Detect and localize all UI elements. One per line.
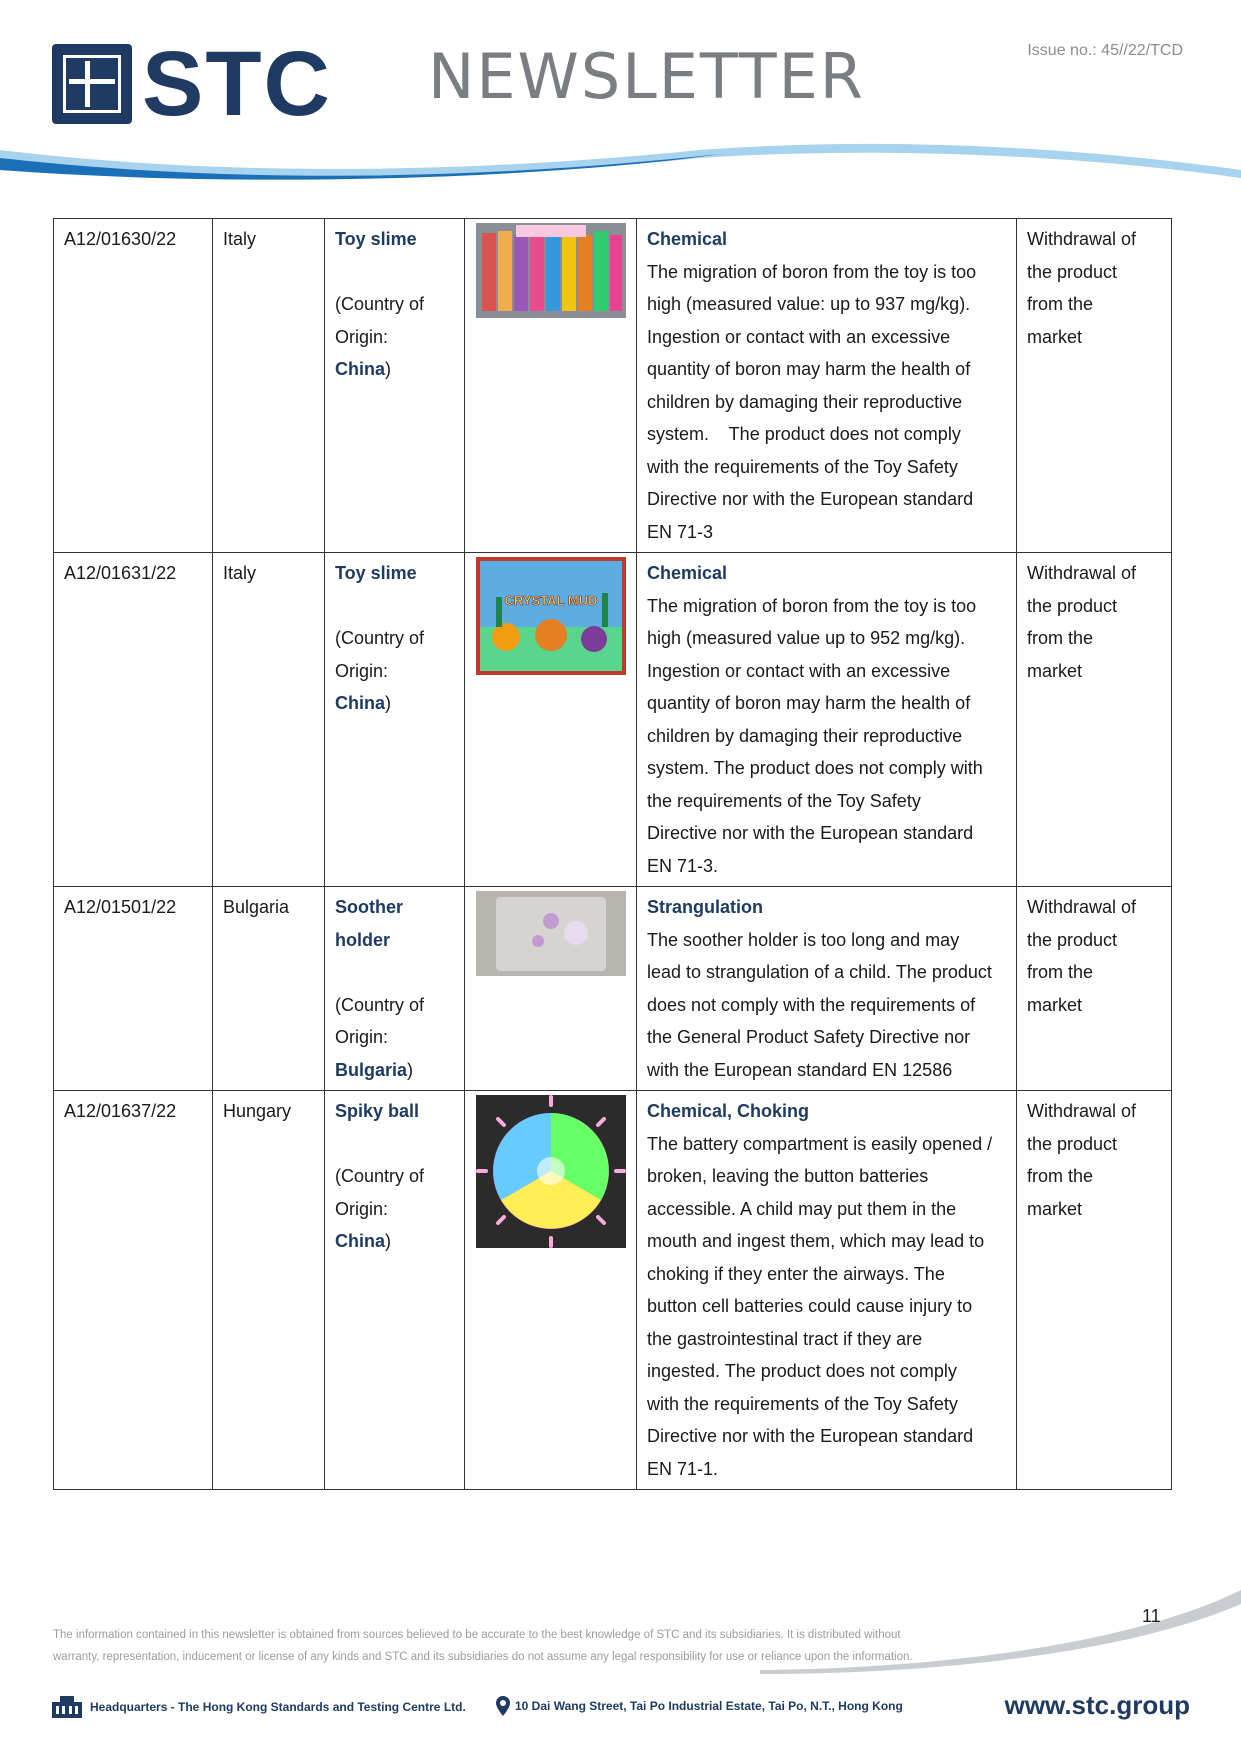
disclaimer-line: warranty, representation, inducement or license of any kinds and STC and its subsidiaries do not assume any legal responsibility for use or reliance upon the information. [53,1651,913,1663]
risk-line: The soother holder is too long and may [647,929,960,950]
ref-cell: A12/01637/22 [54,1091,213,1490]
image-cell [465,553,637,887]
origin-suffix: ) [385,359,392,379]
origin-suffix: ) [385,693,392,713]
toy-slime-photo [476,223,626,318]
measure-line: the product [1027,929,1118,950]
product-name-line2: holder [335,929,391,950]
image-cell [465,219,637,553]
table-row [54,553,1172,887]
soother-holder-photo [476,891,626,976]
risk-line: Directive nor with the European standard [647,823,974,843]
risk-line: The migration of boron from the toy is too [647,595,977,616]
address-text: 10 Dai Wang Street, Tai Po Industrial Estate, Tai Po, N.T., Hong Kong [515,1699,903,1713]
origin-label: Origin: [335,660,389,681]
risk-type: Chemical [647,563,728,583]
measure-cell [1017,219,1172,553]
risk-line: ingested. The product does not comply [647,1361,957,1381]
measure-line: from the [1027,1166,1094,1186]
origin-prefix: (Country of [335,994,425,1015]
issue-number: Issue no.: 45//22/TCD [1027,42,1183,59]
header-swoosh [0,140,1241,200]
risk-type: Chemical [647,229,728,249]
risk-line: high (measured value up to 952 mg/kg). [647,628,966,648]
newsletter-title: NEWSLETTER [428,40,865,113]
risk-cell [637,1091,1017,1490]
risk-line: button cell batteries could cause injury to [647,1296,973,1316]
spiky-ball-photo [476,1095,626,1248]
risk-line: broken, leaving the button batteries [647,1166,929,1186]
product-cell [325,553,465,887]
risk-line: high (measured value: up to 937 mg/kg). [647,294,971,314]
risk-type: Strangulation [647,897,763,917]
page-header [0,0,1241,200]
disclaimer [53,1624,1013,1668]
origin-prefix: (Country of [335,294,425,314]
risk-line: quantity of boron may harm the health of [647,359,971,379]
origin-label: Origin: [335,1027,389,1047]
measure-line: the product [1027,261,1118,282]
origin-country: China [335,1231,386,1251]
measure-line: market [1027,660,1083,681]
origin-label: Origin: [335,1198,389,1219]
risk-cell [637,553,1017,887]
country-cell: Hungary [213,1091,325,1490]
country-cell: Italy [213,219,325,553]
measure-line: Withdrawal of [1027,1101,1137,1121]
risk-line: EN 71-3 [647,521,714,542]
risk-line: system. The product does not comply with [647,758,983,778]
building-icon [50,1696,84,1718]
measure-line: Withdrawal of [1027,229,1137,249]
country-cell: Italy [213,553,325,887]
image-cell [465,887,637,1091]
risk-type: Chemical, Choking [647,1101,810,1121]
risk-line: with the European standard EN 12586 [647,1059,953,1080]
headquarters-text: Headquarters - The Hong Kong Standards and Testing Centre Ltd. [90,1700,466,1714]
risk-cell [637,887,1017,1091]
origin-country: China [335,359,386,379]
measure-line: Withdrawal of [1027,897,1137,917]
product-name: Soother [335,897,404,917]
crystal-mud-label: CRYSTAL MUD [504,593,598,608]
risk-line: Ingestion or contact with an excessive [647,660,951,681]
risk-line: choking if they enter the airways. The [647,1263,945,1284]
origin-prefix: (Country of [335,628,425,648]
measure-line: from the [1027,628,1094,648]
origin-country: Bulgaria [335,1059,408,1080]
address [496,1696,903,1716]
ref-cell: A12/01631/22 [54,553,213,887]
risk-line: the General Product Safety Directive nor [647,1027,971,1047]
origin-suffix: ) [385,1231,392,1251]
stc-logo [52,33,332,135]
risk-line: the requirements of the Toy Safety [647,790,921,811]
product-name: Toy slime [335,229,417,249]
product-cell [325,219,465,553]
product-cell [325,1091,465,1490]
risk-line: system. The product does not comply [647,424,961,444]
risk-line: does not comply with the requirements of [647,994,976,1015]
risk-line: The migration of boron from the toy is too [647,261,977,282]
measure-line: Withdrawal of [1027,563,1137,583]
risk-line: Directive nor with the European standard [647,489,974,509]
location-pin-icon [496,1696,510,1716]
measure-line: market [1027,994,1083,1015]
risk-line: with the requirements of the Toy Safety [647,456,958,477]
measure-line: from the [1027,962,1094,982]
risk-cell [637,219,1017,553]
recall-table [53,218,1172,1490]
risk-line: Ingestion or contact with an excessive [647,326,951,347]
disclaimer-line: The information contained in this newsletter is obtained from sources believed to be accurate to the best knowledge of STC and its subsidiaries. It is distributed without [53,1629,901,1641]
website-link[interactable]: www.stc.group [1004,1690,1190,1720]
headquarters [50,1696,466,1718]
measure-cell [1017,553,1172,887]
risk-line: Directive nor with the European standard [647,1426,974,1446]
measure-line: the product [1027,595,1118,616]
measure-line: the product [1027,1133,1118,1154]
ref-cell: A12/01630/22 [54,219,213,553]
country-cell: Bulgaria [213,887,325,1091]
product-cell [325,887,465,1091]
origin-label: Origin: [335,326,389,347]
stc-logo-text: STC [142,33,332,135]
measure-cell [1017,1091,1172,1490]
risk-line: The battery compartment is easily opened / [647,1133,993,1154]
risk-line: children by damaging their reproductive [647,391,963,412]
origin-prefix: (Country of [335,1166,425,1186]
ref-cell: A12/01501/22 [54,887,213,1091]
image-cell [465,1091,637,1490]
page-number: 11 [1142,1606,1161,1626]
measure-line: from the [1027,294,1094,314]
risk-line: mouth and ingest them, which may lead to [647,1231,985,1251]
origin-suffix: ) [407,1059,414,1080]
table-row [54,1091,1172,1490]
product-name: Spiky ball [335,1101,420,1121]
risk-line: quantity of boron may harm the health of [647,693,971,713]
measure-cell [1017,887,1172,1091]
measure-line: market [1027,1198,1083,1219]
risk-line: lead to strangulation of a child. The product [647,962,992,982]
risk-line: with the requirements of the Toy Safety [647,1393,958,1414]
table-row [54,887,1172,1091]
origin-country: China [335,693,386,713]
stc-logo-mark [52,44,132,124]
risk-line: accessible. A child may put them in the [647,1198,957,1219]
measure-line: market [1027,326,1083,347]
table-row [54,219,1172,553]
risk-line: EN 71-1. [647,1458,719,1479]
risk-line: EN 71-3. [647,855,719,876]
risk-line: the gastrointestinal tract if they are [647,1328,923,1349]
risk-line: children by damaging their reproductive [647,725,963,746]
page-footer [50,1690,1190,1730]
product-name: Toy slime [335,563,417,583]
crystal-mud-photo [476,557,626,675]
